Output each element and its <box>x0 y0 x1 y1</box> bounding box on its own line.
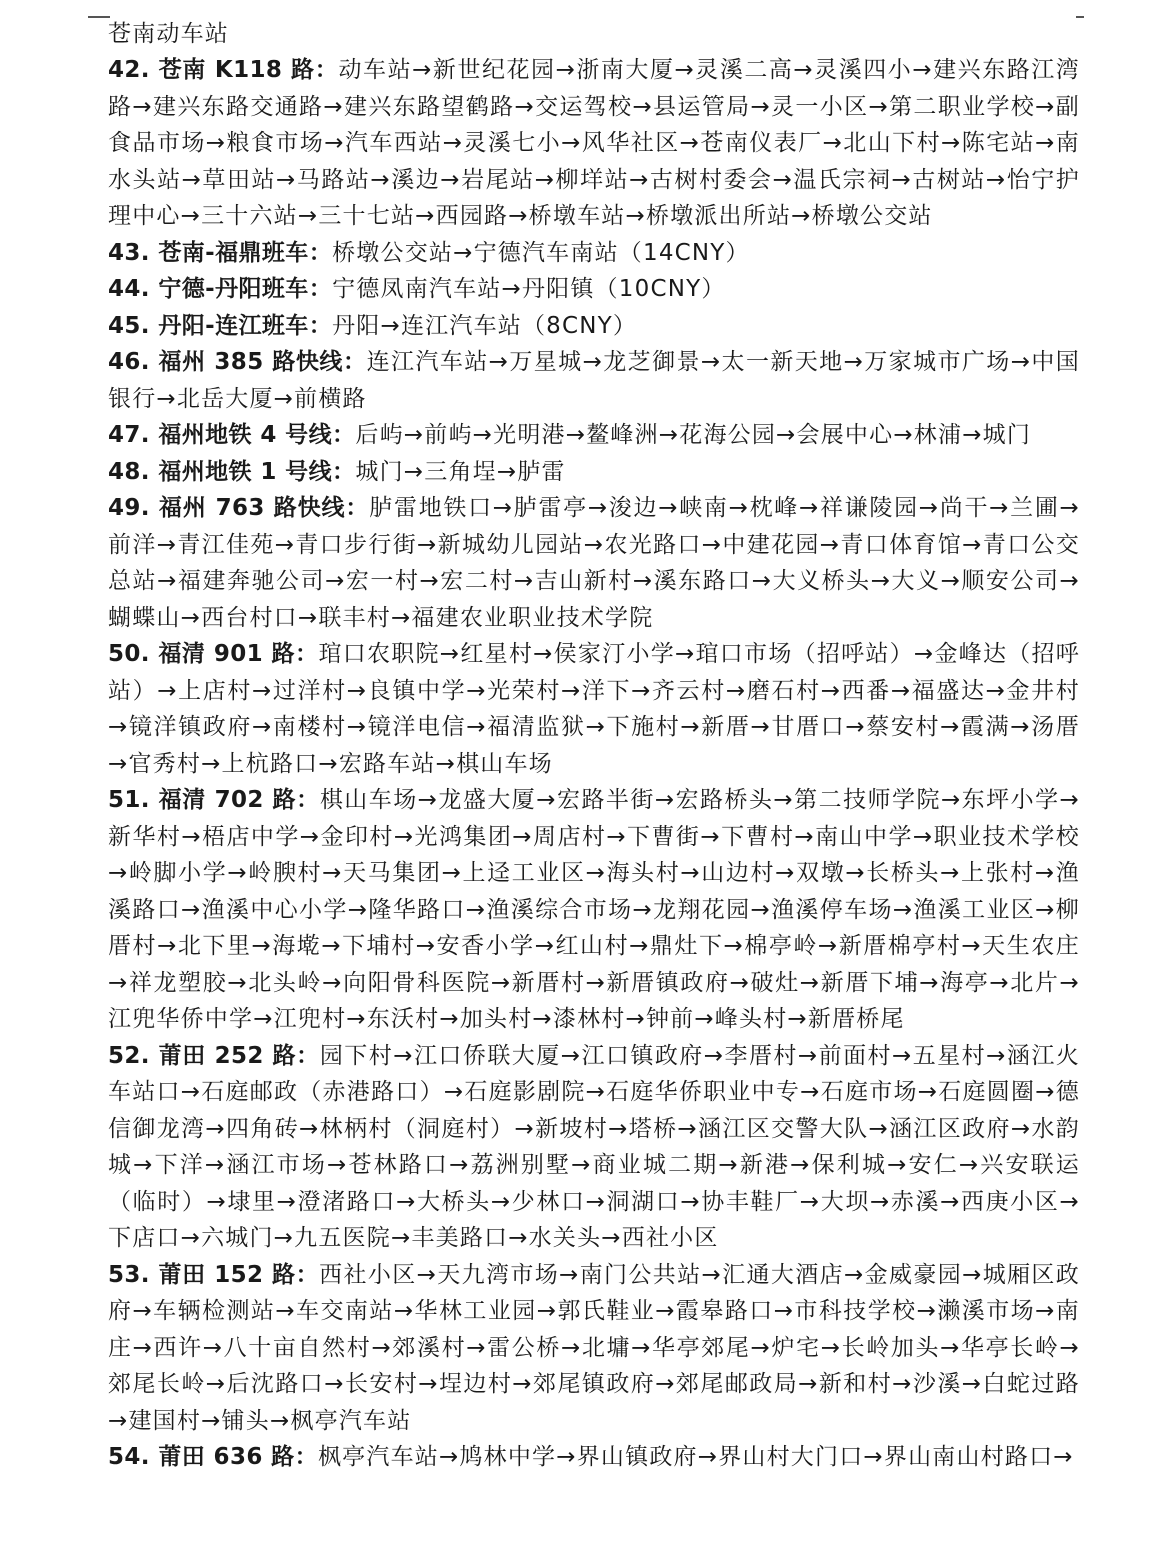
route-label: 43. 苍南-福鼎班车： <box>108 239 333 266</box>
route-label: 46. 福州 385 路快线： <box>108 349 367 375</box>
route-stops: 琯口农职院→红星村→侯家汀小学→琯口市场（招呼站）→金峰达（招呼站）→上店村→过洋村→良镇中学→光荣村→洋下→齐云村→磨石村→西番→福盛达→金井村→镜洋镇政府→南楼村→镜洋电信→福清监狱→下施村→新厝→甘厝口→蔡安村→霞满→汤厝→官秀村→上杭路口→宏路车站→棋山车场 <box>108 641 1080 777</box>
route-label: 48. 福州地铁 1 号线： <box>108 458 356 485</box>
route-entry <box>108 235 1080 272</box>
route-entry <box>108 1439 1080 1476</box>
route-stops: 胪雷地铁口→胪雷亭→浚边→峡南→枕峰→祥谦陵园→尚干→兰圃→前洋→青江佳苑→青口步行街→新城幼儿园站→农光路口→中建花园→青口体育馆→青口公交总站→福建奔驰公司→宏一村→宏二村→吉山新村→溪东路口→大义桥头→大义→顺安公司→蝴蝶山→西台村口→联丰村→福建农业职业技术学院 <box>108 495 1081 631</box>
route-label: 51. 福清 702 路： <box>108 787 320 813</box>
route-label: 50. 福清 901 路： <box>108 641 319 667</box>
route-stops: 枫亭汽车站→鸠林中学→界山镇政府→界山村大门口→界山南山村路口→ <box>317 1444 1074 1470</box>
route-stops: 宁德凤南汽车站→丹阳镇（10CNY） <box>332 276 726 302</box>
route-entry <box>108 271 1080 308</box>
route-entry <box>108 1038 1080 1257</box>
route-entry <box>108 782 1080 1038</box>
route-label: 49. 福州 763 路快线： <box>108 495 370 521</box>
route-entry <box>108 344 1080 417</box>
continued-stop-text: 苍南动车站 <box>108 21 229 47</box>
route-label: 52. 莆田 252 路： <box>108 1042 320 1069</box>
route-stops: 动车站→新世纪花园→浙南大厦→灵溪二高→灵溪四小→建兴东路江湾路→建兴东路交通路→建兴东路望鹤路→交运驾校→县运管局→灵一小区→第二职业学校→副食品市场→粮食市场→汽车西站→灵溪七小→风华社区→苍南仪表厂→北山下村→陈宅站→南水头站→草田站→马路站→溪边→岩尾站→柳垟站→古树村委会→温氏宗祠→古树站→怡宁护理中心→三十六站→三十七站→西园路→桥墩车站→桥墩派出所站→桥墩公交站 <box>108 57 1080 229</box>
route-label: 44. 宁德-丹阳班车： <box>108 276 333 302</box>
route-entry <box>108 454 1080 491</box>
route-list <box>108 52 1080 1476</box>
route-stops: 西社小区→天九湾市场→南门公共站→汇通大酒店→金威豪园→城厢区政府→车辆检测站→车交南站→华林工业园→郭氏鞋业→霞皋路口→市科技学校→濑溪市场→南庄→西许→八十亩自然村→郊溪村→雷公桥→北墉→华亭郊尾→炉宅→长岭加头→华亭长岭→郊尾长岭→后沈路口→长安村→埕边村→郊尾镇政府→郊尾邮政局→新和村→沙溪→白蛇过路→建国村→铺头→枫亭汽车站 <box>108 1261 1080 1434</box>
route-stops: 桥墩公交站→宁德汽车南站（14CNY） <box>332 239 750 266</box>
route-label: 54. 莆田 636 路： <box>108 1444 318 1470</box>
route-label: 47. 福州地铁 4 号线： <box>108 422 356 448</box>
route-entry <box>108 417 1080 454</box>
route-document <box>108 16 1080 1476</box>
route-stops: 丹阳→连江汽车站（8CNY） <box>332 312 638 339</box>
route-entry <box>108 52 1080 235</box>
route-stops: 连江汽车站→万星城→龙芝御景→太一新天地→万家城市广场→中国银行→北岳大厦→前横路 <box>108 349 1080 412</box>
route-stops: 园下村→江口侨联大厦→江口镇政府→李厝村→前面村→五星村→涵江火车站口→石庭邮政（赤港路口）→石庭影剧院→石庭华侨职业中专→石庭市场→石庭圆圈→德信御龙湾→四角砖→林柄村（洞庭村）→新坡村→塔桥→涵江区交警大队→涵江区政府→水韵城→下洋→涵江市场→苍林路口→荔洲别墅→商业城二期→新港→保利城→安仁→兴安联运（临时）→埭里→澄渚路口→大桥头→少林口→洞湖口→协丰鞋厂→大坝→赤溪→西庚小区→下店口→六城门→九五医院→丰美路口→水关头→西社小区 <box>108 1042 1081 1251</box>
route-stops: 城门→三角埕→胪雷 <box>355 458 566 485</box>
route-stops: 棋山车场→龙盛大厦→宏路半街→宏路桥头→第二技师学院→东坪小学→新华村→梧店中学→金印村→光鸿集团→周店村→下曹街→下曹村→南山中学→职业技术学校→岭脚小学→岭腴村→天马集团→上迳工业区→海头村→山边村→双墩→长桥头→上张村→渔溪路口→渔溪中心小学→隆华路口→渔溪综合市场→龙翔花园→渔溪停车场→渔溪工业区→柳厝村→北下里→海墘→下埔村→安香小学→红山村→鼎灶下→棉亭岭→新厝棉亭村→天生农庄→祥龙塑胶→北头岭→向阳骨科医院→新厝村→新厝镇政府→破灶→新厝下埔→海亭→北片→江兜华侨中学→江兜村→东沃村→加头村→漆林村→钟前→峰头村→新厝桥尾 <box>108 787 1081 1032</box>
route-stops: 后屿→前屿→光明港→鳌峰洲→花海公园→会展中心→林浦→城门 <box>355 422 1032 448</box>
route-entry <box>108 490 1080 636</box>
route-label: 42. 苍南 K118 路： <box>108 57 339 83</box>
route-label: 45. 丹阳-连江班车： <box>108 312 333 339</box>
route-entry <box>108 308 1080 345</box>
route-entry <box>108 1257 1080 1440</box>
route-label: 53. 莆田 152 路： <box>108 1261 320 1288</box>
page-corner-mark-left <box>88 16 110 18</box>
route-entry <box>108 636 1080 782</box>
